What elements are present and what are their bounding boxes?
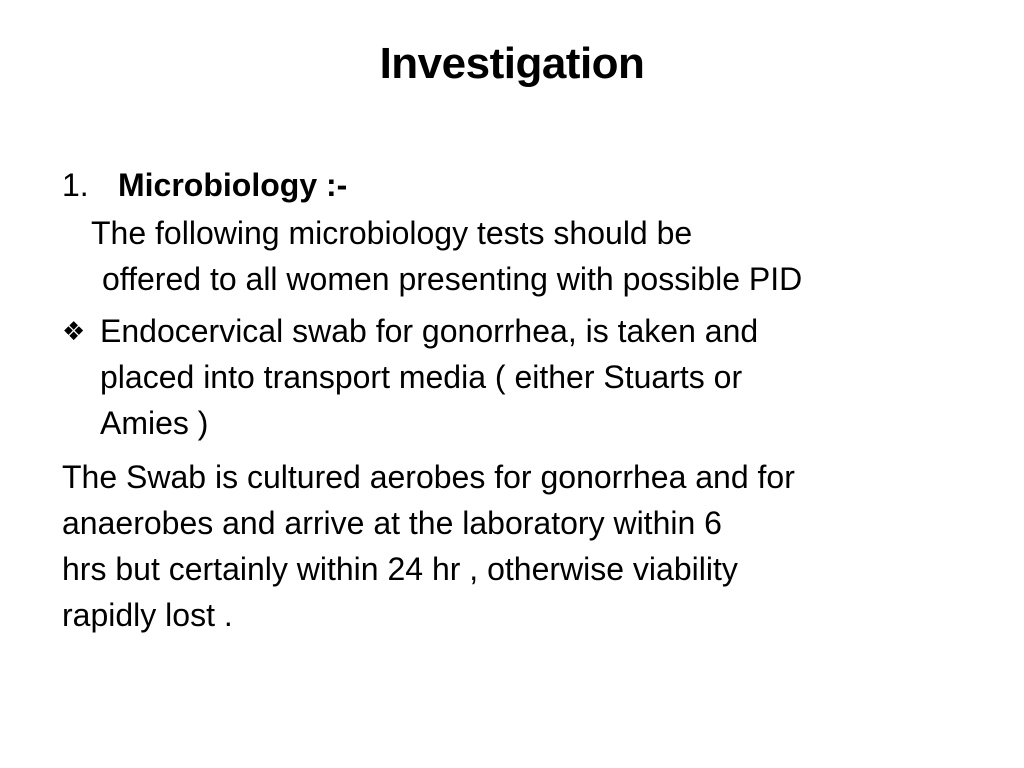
diamond-bullet-icon: ❖: [62, 316, 86, 346]
bullet-line: Endocervical swab for gonorrhea, is taken and: [100, 313, 759, 349]
bullet-item: [62, 308, 982, 446]
bullet-line: placed into transport media ( either Stuarts or: [100, 359, 743, 395]
section-heading: [62, 162, 982, 208]
closing-paragraph: [62, 454, 982, 638]
section-heading-text: Microbiology :-: [118, 167, 348, 203]
bullet-text: [100, 308, 982, 446]
slide-body: [62, 162, 982, 638]
slide-title: Investigation: [379, 39, 645, 88]
closing-line: hrs but certainly within 24 hr , otherwise viability: [62, 551, 738, 587]
closing-line: The Swab is cultured aerobes for gonorrhea and for: [62, 459, 795, 495]
intro-line: The following microbiology tests should be: [91, 215, 693, 251]
closing-line: anaerobes and arrive at the laboratory within 6: [62, 505, 722, 541]
section-number: 1.: [62, 167, 89, 203]
closing-line: rapidly lost .: [62, 597, 233, 633]
bullet-line: Amies ): [100, 405, 209, 441]
intro-paragraph: [62, 210, 982, 302]
intro-line: offered to all women presenting with possible PID: [102, 261, 803, 297]
